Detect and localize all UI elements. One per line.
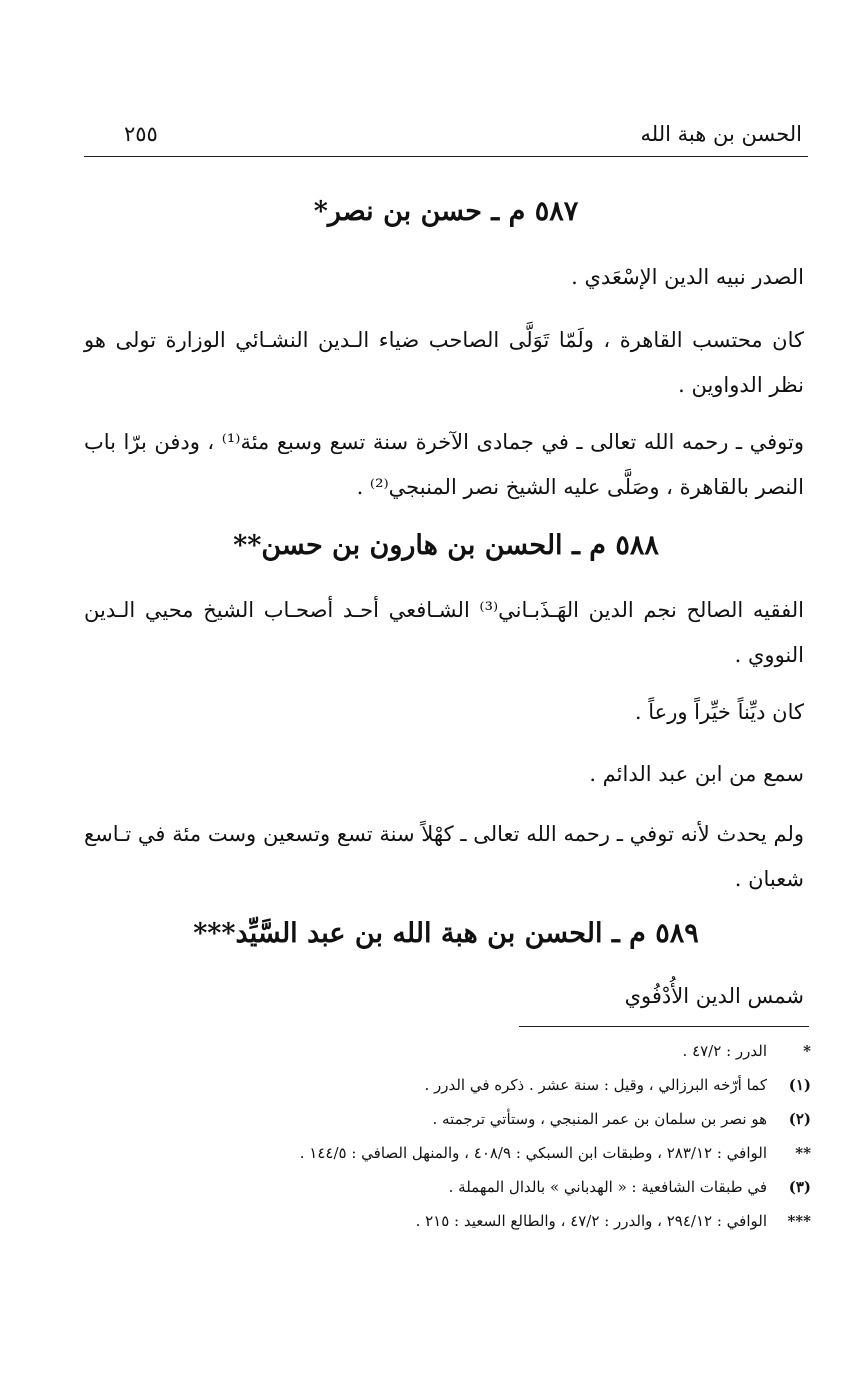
- footnote: [111, 1034, 811, 1068]
- footnote-marker: ***: [787, 1212, 811, 1230]
- footnote-text: الوافي : ٢٨٣/١٢ ، وطبقات ابن السبكي : ٤٠٨/٩ ، والمنهل الصافي : ١٤٤/٥ .: [299, 1144, 767, 1162]
- footnotes: [111, 1034, 811, 1238]
- footnote: [111, 1204, 811, 1238]
- footnote-text: الوافي : ٢٩٤/١٢ ، والدرر : ٤٧/٢ ، والطالع السعيد : ٢١٥ .: [415, 1212, 767, 1230]
- footnote-marker: **: [795, 1144, 811, 1162]
- footnote: [111, 1068, 811, 1102]
- footnote: [111, 1136, 811, 1170]
- footnote-text: الدرر : ٤٧/٢ .: [682, 1042, 767, 1060]
- footnote-marker: (٢): [788, 1110, 811, 1128]
- running-title: الحسن بن هبة الله: [640, 122, 802, 146]
- entry-heading-587: ٥٨٧ م ـ حسن بن نصر*: [313, 196, 579, 227]
- entry-588-paragraph: ولم يحدث لأنه توفي ـ رحمه الله تعالى ـ كهْلاً سنة تسع وتسعين وست مئة في تـاسع شعبان .: [84, 822, 804, 891]
- footnote-text: هو نصر بن سلمان بن عمر المنبجي ، وستأتي ترجمته .: [432, 1110, 767, 1128]
- entry-587-paragraph: وتوفي ـ رحمه الله تعالى ـ في جمادى الآخرة سنة تسع وسبع مئة⁽¹⁾ ، ودفن برّا باب النصر بالقاهرة ، وصَلَّى عليه الشيخ نصر المنبجي⁽²⁾ .: [84, 430, 804, 499]
- entry-589-paragraph: شمس الدين الأُدْفُوي: [624, 984, 804, 1008]
- footnote: [111, 1102, 811, 1136]
- footnote: [111, 1170, 811, 1204]
- entry-588-paragraph: كان ديِّناً خيِّراً ورعاً .: [634, 700, 804, 724]
- entry-heading-588: ٥٨٨ م ـ الحسن بن هارون بن حسن**: [233, 530, 659, 561]
- footnote-marker: (٣): [788, 1178, 811, 1196]
- footnote-divider: [519, 1026, 809, 1027]
- page-number: ٢٥٥: [124, 122, 158, 146]
- entry-588-paragraph: الفقيه الصالح نجم الدين الهَـذَبـاني⁽³⁾ الشـافعي أحـد أصحـاب الشيخ محيي الـدين النووي .: [84, 598, 804, 667]
- entry-587-paragraph: كان محتسب القاهرة ، ولَمّا تَوَلَّى الصاحب ضياء الـدين النشـائي الوزارة تولى هو نظر الدواوين .: [84, 328, 804, 397]
- entry-587-paragraph: الصدر نبيه الدين الإسْعَدي .: [571, 265, 804, 289]
- running-header: [84, 118, 808, 157]
- entry-heading-589: ٥٨٩ م ـ الحسن بن هبة الله بن عبد السَّيِّد***: [193, 918, 699, 949]
- footnote-marker: *: [803, 1042, 811, 1060]
- footnote-text: كما أرّخه البرزالي ، وقيل : سنة عشر . ذكره في الدرر .: [424, 1076, 767, 1094]
- footnote-marker: (١): [788, 1076, 811, 1094]
- entry-588-paragraph: سمع من ابن عبد الدائم .: [589, 762, 804, 786]
- footnote-text: في طبقات الشافعية : « الهدباني » بالدال المهملة .: [448, 1178, 767, 1196]
